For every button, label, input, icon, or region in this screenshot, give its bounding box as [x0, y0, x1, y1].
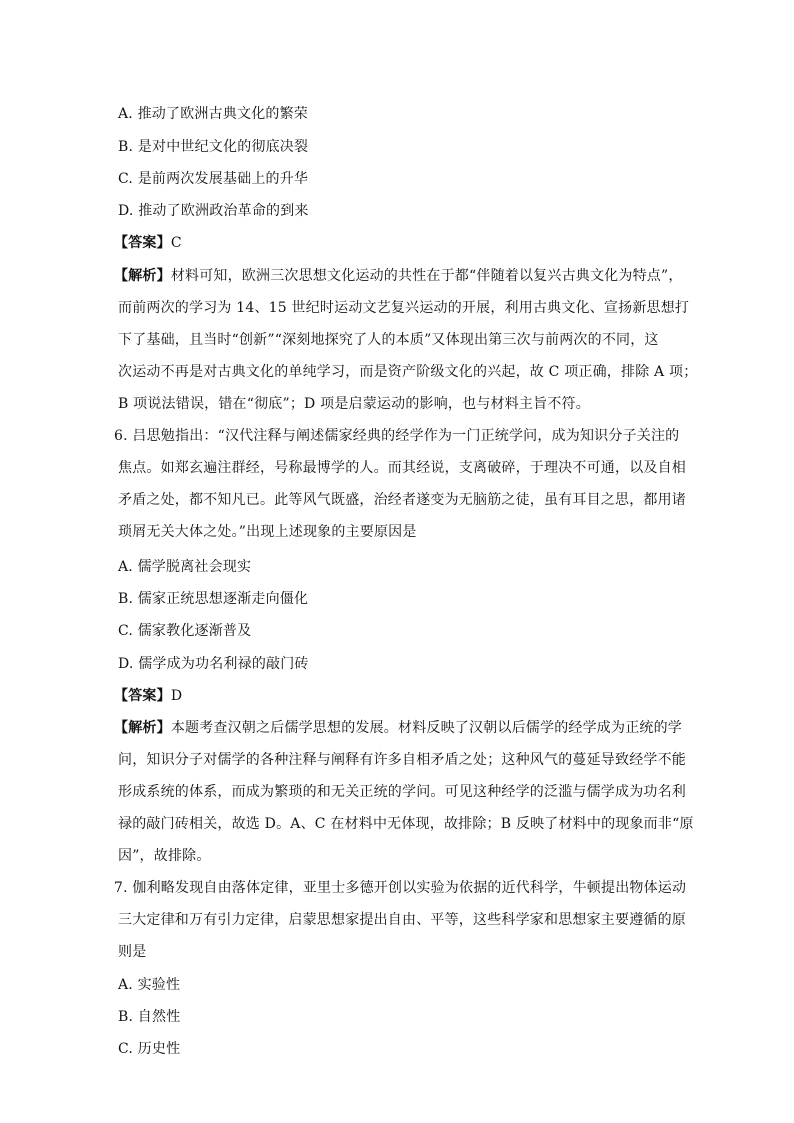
q5-analysis-line-1	[114, 268, 683, 284]
q6-analysis-line-3: 形成系统的体系，而成为繁琐的和无关正统的学问。可见这种经学的泛滥与儒学成为功名利	[118, 784, 686, 800]
q6-analysis-line-2: 问，知识分子对儒学的各种注释与阐释有许多自相矛盾之处；这种风气的蔓延导致经学不能	[118, 752, 686, 768]
answer-tag: 【答案】	[114, 235, 171, 251]
q6-option-b: B. 儒家正统思想逐渐走向僵化	[118, 591, 309, 607]
q5-answer	[114, 235, 182, 251]
answer-value: C	[170, 235, 182, 251]
q6-option-a: A. 儒学脱离社会现实	[118, 559, 252, 575]
q5-option-d: D. 推动了欧洲政治革命的到来	[118, 203, 309, 219]
q6-answer	[114, 688, 182, 704]
q6-option-d: D. 儒学成为功名利禄的敲门砖	[118, 656, 309, 672]
q6-stem-line-3: 矛盾之处，都不知凡已。此等风气既盛，治经者遂变为无脑筋之徒，虽有耳目之思，都用诸	[118, 492, 686, 508]
answer-value: D	[170, 688, 183, 704]
analysis-tag: 【解析】	[114, 268, 171, 284]
q7-stem-line-3: 则是	[118, 944, 147, 960]
answer-tag: 【答案】	[114, 688, 171, 704]
q6-stem-line-4: 琐屑无关大体之处。”出现上述现象的主要原因是	[118, 524, 417, 540]
q7-option-b: B. 自然性	[118, 1009, 181, 1025]
analysis-tag: 【解析】	[114, 720, 171, 736]
q7-option-c: C. 历史性	[118, 1041, 181, 1057]
q6-analysis-line-1	[114, 720, 682, 736]
q6-stem-line-2: 焦点。如郑玄遍注群经，号称最博学的人。而其经说，支离破碎，于理决不可通，以及自相	[118, 460, 686, 476]
analysis-text: 材料可知，欧洲三次思想文化运动的共性在于都“伴随着以复兴古典文化为特点”，	[170, 268, 683, 284]
analysis-text: 本题考查汉朝之后儒学思想的发展。材料反映了汉朝以后儒学的经学成为正统的学	[170, 720, 683, 736]
q5-analysis-line-3: 下了基础，且当时“创新”“深刻地探究了人的本质”又体现出第三次与前两次的不同，这	[118, 332, 659, 348]
q6-analysis-line-5: 因”，故排除。	[118, 848, 211, 864]
q6-stem-line-1: 6. 吕思勉指出：“汉代注释与阐述儒家经典的经学作为一门正统学问，成为知识分子关注的	[114, 428, 680, 444]
q5-option-b: B. 是对中世纪文化的彻底决裂	[118, 139, 309, 155]
q6-option-c: C. 儒家教化逐渐普及	[118, 623, 252, 639]
q7-stem-line-1: 7. 伽利略发现自由落体定律，亚里士多德开创以实验为依据的近代科学，牛顿提出物体运动	[114, 880, 687, 896]
q5-option-a: A. 推动了欧洲古典文化的繁荣	[118, 106, 309, 122]
q5-analysis-line-4: 次运动不再是对古典文化的单纯学习，而是资产阶级文化的兴起，故 C 项正确，排除 A 项；	[118, 364, 698, 380]
q7-option-a: A. 实验性	[118, 977, 181, 993]
q7-stem-line-2: 三大定律和万有引力定律，启蒙思想家提出自由、平等，这些科学家和思想家主要遵循的原	[118, 912, 686, 928]
q5-analysis-line-5: B 项说法错误，错在“彻底”；D 项是启蒙运动的影响，也与材料主旨不符。	[118, 396, 590, 412]
q5-analysis-line-2: 而前两次的学习为 14、15 世纪时运动文艺复兴运动的开展，利用古典文化、宣扬新思想打	[118, 300, 690, 316]
q5-option-c: C. 是前两次发展基础上的升华	[118, 171, 309, 187]
q6-analysis-line-4: 禄的敲门砖相关，故选 D。A、C 在材料中无体现，故排除；B 反映了材料中的现象而非“原	[118, 816, 694, 832]
